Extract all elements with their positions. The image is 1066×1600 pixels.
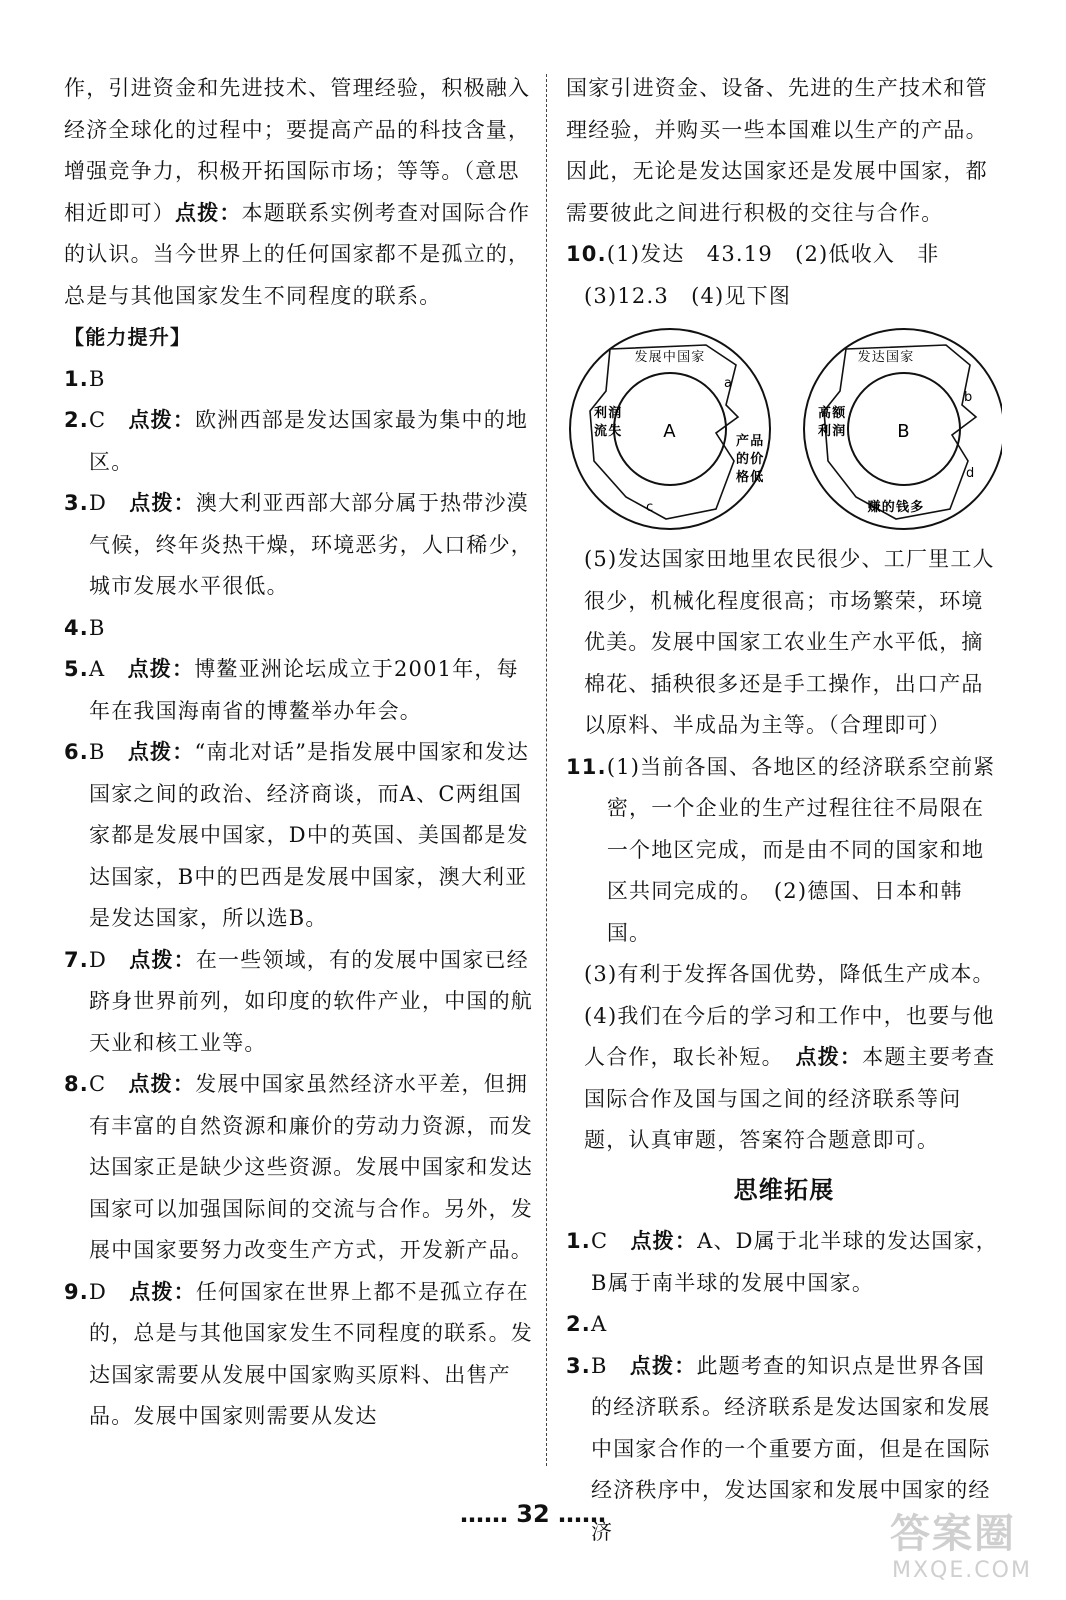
- question-number: 5.: [64, 657, 89, 681]
- answer-item: [566, 1221, 1002, 1304]
- answer-item: [64, 608, 534, 650]
- answer-item: [64, 400, 534, 483]
- tip-text: “南北对话”是指发展中国家和发达国家之间的政治、经济商谈，而A、C两组国家都是发展中国家，D中的英国、美国都是发达国家，B中的巴西是发展中国家，澳大利亚是发达国家，所以选B。: [89, 740, 530, 930]
- tip-label: 点拨：: [175, 200, 242, 225]
- answer-item: [64, 483, 534, 608]
- question-number: 2.: [64, 408, 89, 432]
- answer-text: (3)12.3 (4)见下图: [584, 283, 792, 308]
- right-column: [566, 68, 1002, 1553]
- tip-label: 点拨：: [795, 1045, 863, 1069]
- tip-text: 博鳌亚洲论坛成立于2001年，每年在我国海南省的博鳌举办年会。: [89, 657, 519, 723]
- answer-choice: C: [591, 1229, 609, 1253]
- question-number: 2.: [566, 1312, 591, 1336]
- answer-text: [566, 996, 1002, 1162]
- cycle-diagram: [566, 321, 1002, 537]
- answer-choice: A: [591, 1312, 608, 1336]
- blank-label: d: [966, 466, 976, 481]
- left-label: 高额: [818, 406, 847, 421]
- answer-choice: B: [89, 740, 106, 764]
- question-number: 9.: [64, 1279, 89, 1304]
- answer-item: [64, 649, 534, 732]
- question-number: 1.: [566, 1229, 591, 1253]
- answer-choice: A: [89, 657, 106, 681]
- question-number: 7.: [64, 947, 89, 972]
- page-number: …… 32 ……: [459, 1500, 607, 1528]
- cycle-diagram-b: [804, 329, 1002, 529]
- question-number: 8.: [64, 1072, 89, 1096]
- answer-text: (1)当前各国、各地区的经济联系空前紧密，一个企业的生产过程往往不局限在一个地区完成，而是由不同的国家和地区共同完成的。 (2)德国、日本和韩国。: [606, 754, 996, 945]
- left-label: 利润: [594, 406, 623, 421]
- tip-label: 点拨：: [128, 408, 196, 432]
- tip-label: 点拨：: [129, 491, 196, 515]
- column-divider: [546, 74, 547, 1466]
- answer-choice: D: [89, 1279, 108, 1304]
- answer-body: [89, 1064, 534, 1272]
- question-number: 4.: [64, 615, 89, 640]
- answer-body: [89, 732, 534, 940]
- bottom-label: 赚的钱多: [867, 500, 925, 515]
- tip-text: 澳大利亚西部大部分属于热带沙漠气候，终年炎热干燥，环境恶劣，人口稀少，城市发展水平很低。: [89, 491, 533, 598]
- section-heading: 思维拓展: [733, 1175, 835, 1204]
- tip-text: A、D属于北半球的发达国家，B属于南半球的发展中国家。: [591, 1229, 998, 1295]
- question-number: 11.: [566, 754, 607, 779]
- tip-label: 点拨：: [128, 1072, 196, 1096]
- blank-label: b: [964, 390, 974, 405]
- tip-label: 点拨：: [129, 1279, 196, 1304]
- answer-choice: D: [89, 947, 108, 972]
- tip-label: 点拨：: [127, 657, 195, 681]
- left-label: 利润: [818, 424, 847, 439]
- tip-text: 欧洲西部是发达国家最为集中的地区。: [89, 408, 529, 474]
- question-number: 3.: [64, 491, 89, 515]
- answer-body: [89, 483, 534, 608]
- left-label: 流失: [594, 424, 623, 439]
- answer-item: [64, 732, 534, 940]
- top-label: 发达国家: [857, 350, 915, 365]
- question-number: 6.: [64, 740, 89, 764]
- answer-item: [566, 1304, 1002, 1346]
- tip-label: 点拨：: [127, 740, 195, 764]
- right-label: 的价: [736, 452, 765, 467]
- answer-body: [591, 1221, 1002, 1304]
- answer-body: [89, 1272, 534, 1438]
- answer-item: [64, 1272, 534, 1438]
- cycle-diagram-a: [570, 329, 770, 529]
- section-title: 【能力提升】: [64, 325, 192, 349]
- answer-body: [89, 359, 534, 401]
- answer-body: [89, 649, 534, 732]
- answer-body: [89, 400, 534, 483]
- answer-text: (3)有利于发挥各国优势，降低生产成本。: [584, 962, 995, 986]
- right-label: 格低: [736, 470, 765, 485]
- answer-body: [89, 608, 534, 650]
- question-11: [566, 747, 1002, 955]
- answer-body: [89, 940, 534, 1065]
- answer-choice: C: [89, 1072, 107, 1096]
- answer-text: (5)发达国家田地里农民很少、工厂里工人很少，机械化程度很高；市场繁荣，环境优美。发展中国家工农业生产水平低，摘棉花、插秧很多还是手工操作，出口产品以原料、半成品为主等。（合理即可）: [584, 547, 995, 737]
- left-column: [64, 68, 534, 1438]
- right-label: 产品: [736, 434, 765, 449]
- center-label: B: [897, 421, 911, 442]
- top-label: 发展中国家: [634, 350, 706, 365]
- tip-label: 点拨：: [629, 1353, 697, 1378]
- answer-choice: B: [89, 366, 106, 391]
- tip-label: 点拨：: [129, 947, 196, 972]
- tip-text: 此题考查的知识点是世界各国的经济联系。经济联系是发达国家和发展中国家合作的一个重要方面，但是在国际经济秩序中，发达国家和发展中国家的经济: [591, 1353, 991, 1544]
- tip-text: 本题主要考查国际合作及国与国之间的经济联系等问题，认真审题，答案符合题意即可。: [584, 1045, 996, 1152]
- answer-choice: B: [591, 1353, 608, 1378]
- answer-text: 作，引进资金和先进技术、管理经验，积极融入经济全球化的过程中；要提高产品的科技含量，增强竞争力，积极开拓国际市场；等等。（意思相近即可）: [64, 76, 531, 225]
- answer-text: (4)我们在今后的学习和工作中，也要与他人合作，取长补短。: [584, 1003, 995, 1069]
- question-10: [566, 234, 1002, 276]
- tip-label: 点拨：: [630, 1229, 698, 1253]
- answer-list: [64, 359, 534, 1438]
- paragraph: [64, 68, 534, 317]
- answer-item: [64, 1064, 534, 1272]
- blank-label: c: [646, 500, 655, 515]
- answer-text: (1)发达 43.19 (2)低收入 非: [606, 242, 940, 266]
- tip-text: 在一些领域，有的发展中国家已经跻身世界前列，如印度的软件产业，中国的航天业和核工业等。: [89, 947, 533, 1055]
- center-label: A: [663, 421, 677, 442]
- watermark-text: 答案圈: [890, 1511, 1016, 1557]
- question-number: 10.: [566, 242, 607, 266]
- tip-text: 发展中国家虽然经济水平差，但拥有丰富的自然资源和廉价的劳动力资源，而发达国家正是缺少这些资源。发展中国家和发达国家可以加强国际间的交流与合作。另外，发展中国家要努力改变生产方式，开发新产品。: [89, 1072, 533, 1262]
- question-number: 1.: [64, 366, 89, 391]
- watermark-url: MXQE.COM: [892, 1558, 1032, 1583]
- answer-body: [591, 1304, 1002, 1346]
- tip-text: 本题联系实例考查对国际合作的认识。当今世界上的任何国家都不是孤立的，总是与其他国家发生不同程度的联系。: [64, 200, 531, 308]
- tip-text: 任何国家在世界上都不是孤立存在的，总是与其他国家发生不同程度的联系。发达国家需要从发展中国家购买原料、出售产品。发展中国家则需要从发达: [89, 1279, 533, 1428]
- blank-label: a: [724, 376, 734, 391]
- paragraph: 国家引进资金、设备、先进的生产技术和管理经验，并购买一些本国难以生产的产品。因此，无论是发达国家还是发展中国家，都需要彼此之间进行积极的交往与合作。: [566, 76, 988, 225]
- answer-item: [64, 359, 534, 401]
- answer-choice: B: [89, 615, 106, 640]
- question-number: 3.: [566, 1353, 591, 1378]
- watermark-logo: [880, 1500, 1060, 1595]
- answer-choice: D: [89, 491, 108, 515]
- answer-choice: C: [89, 408, 107, 432]
- answer-item: [64, 940, 534, 1065]
